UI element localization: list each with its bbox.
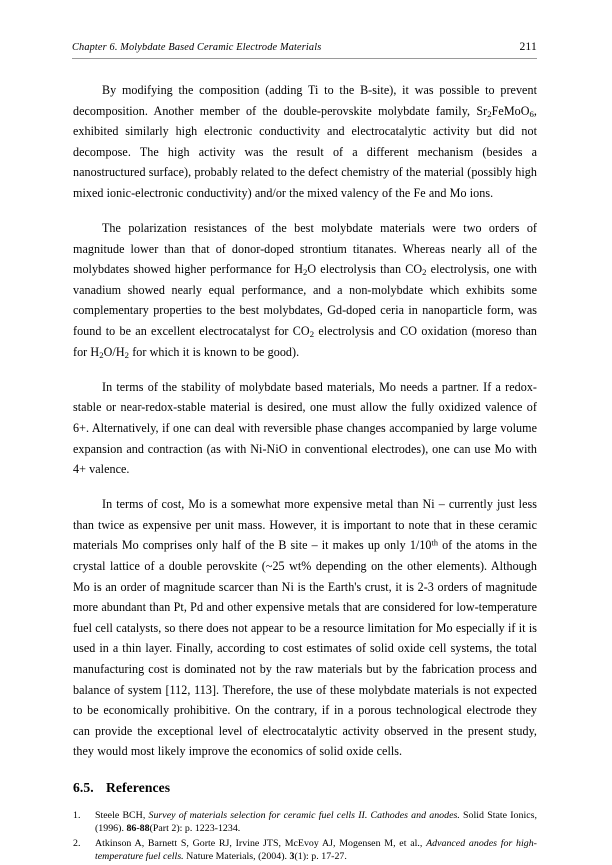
paragraph-4: In terms of cost, Mo is a somewhat more expensive metal than Ni – currently just less than twice as expensive per unit mass. However, it is important to note that in these ceramic materials Mo comprises only half of the B site – it makes up only 1/10th of the atoms in the crystal lattice of a double perovskite (~25 wt% depending on the other elements). Although Mo is an order of magnitude scarcer than Ni is the Earth's crust, it is 2-3 orders of magnitude more abundant than Pt, Pd and other expensive metals that are considered for low-temperature fuel cell catalysts, so there does not appear to be a resource limitation for Mo especially if it is used in a thin layer. Finally, according to cost estimates of solid oxide cell systems, the total manufacturing cost is dominated not by the raw materials but by the fabrication process and balance of system [112, 113]. Therefore, the use of these molybdate materials is not expected to be economically prohibitive. On the contrary, if in a porous technological electrode they can provide the exceptional level of electrocatalytic activity observed in the present study, they would most likely improve the economics of solid oxide cells. <box>73 497 537 759</box>
section-number: 6.5. <box>73 779 94 795</box>
reference-title: Advanced anodes for high-temperature fuel cells. <box>95 837 537 863</box>
running-header-title: Chapter 6. Molybdate Based Ceramic Electrode Materials <box>72 42 322 53</box>
section-title: References <box>106 779 171 795</box>
reference-journal: Nature Materials, (2004). <box>183 851 290 863</box>
reference-number: 1. <box>73 809 81 821</box>
reference-item <box>73 837 537 864</box>
paragraph-1: By modifying the composition (adding Ti to the B-site), it was possible to prevent decomposition. Another member of the double-perovskite molybdate family, $Sr_2FeMoO_6$, exhibited similarly high electronic conductivity and electrocatalytic activity but did not decompose. The high activity was the result of a different mechanism (besides a nanostructured surface), probably related to the defect chemistry of the material (possibly high mixed ionic-electronic conductivity) and/or the mixed valency of the Fe and Mo ions. <box>73 83 537 200</box>
reference-locator: (1): p. 17-27. <box>294 851 347 863</box>
paragraph-2: The polarization resistances of the best molybdate materials were two orders of magnitude lower than that of donor-doped strontium titanates. Whereas nearly all of the molybdates showed higher performance for $H_2O$ electrolysis than $CO_2$ electrolysis, one with vanadium showed nearly equal performance, and a non-molybdate which exhibits some complementary properties to the best molybdates, Gd-doped ceria in nanoparticle form, was found to be an excellent electrocatalyst for $CO_2$ electrolysis and CO oxidation (moreso than for $H_2O/H_2$ for which it is known to be good). <box>73 221 537 360</box>
references-heading <box>73 780 537 796</box>
reference-item <box>73 809 537 836</box>
reference-authors: Atkinson A, Barnett S, Gorte RJ, Irvine JTS, McEvoy AJ, Mogensen M, et al., <box>95 837 427 849</box>
reference-volume: 3 <box>289 851 295 863</box>
reference-journal: Solid State Ionics, (1996). <box>95 809 537 835</box>
page-number: 211 <box>519 40 537 53</box>
reference-title: Survey of materials selection for ceramic fuel cells II. Cathodes and anodes. <box>148 809 460 821</box>
reference-locator: (Part 2): p. 1223-1234. <box>149 823 241 835</box>
reference-number: 2. <box>73 837 81 849</box>
reference-authors: Steele BCH, <box>95 809 149 821</box>
paragraph-3: In terms of the stability of molybdate based materials, Mo needs a partner. If a redox-stable or near-redox-stable material is desired, one must allow the fully oxidized valence of 6+. Alternatively, if one can deal with reversible phase changes accompanied by large volume expansion and contraction (as with Ni-NiO in conventional electrodes), one can use Mo with 4+ valence. <box>73 379 537 477</box>
reference-volume: 86-88 <box>126 823 150 835</box>
reference-list <box>73 809 537 864</box>
page-header <box>72 40 537 62</box>
header-divider-rule <box>72 58 537 59</box>
page-content <box>73 80 537 865</box>
page-header-row <box>72 40 537 53</box>
